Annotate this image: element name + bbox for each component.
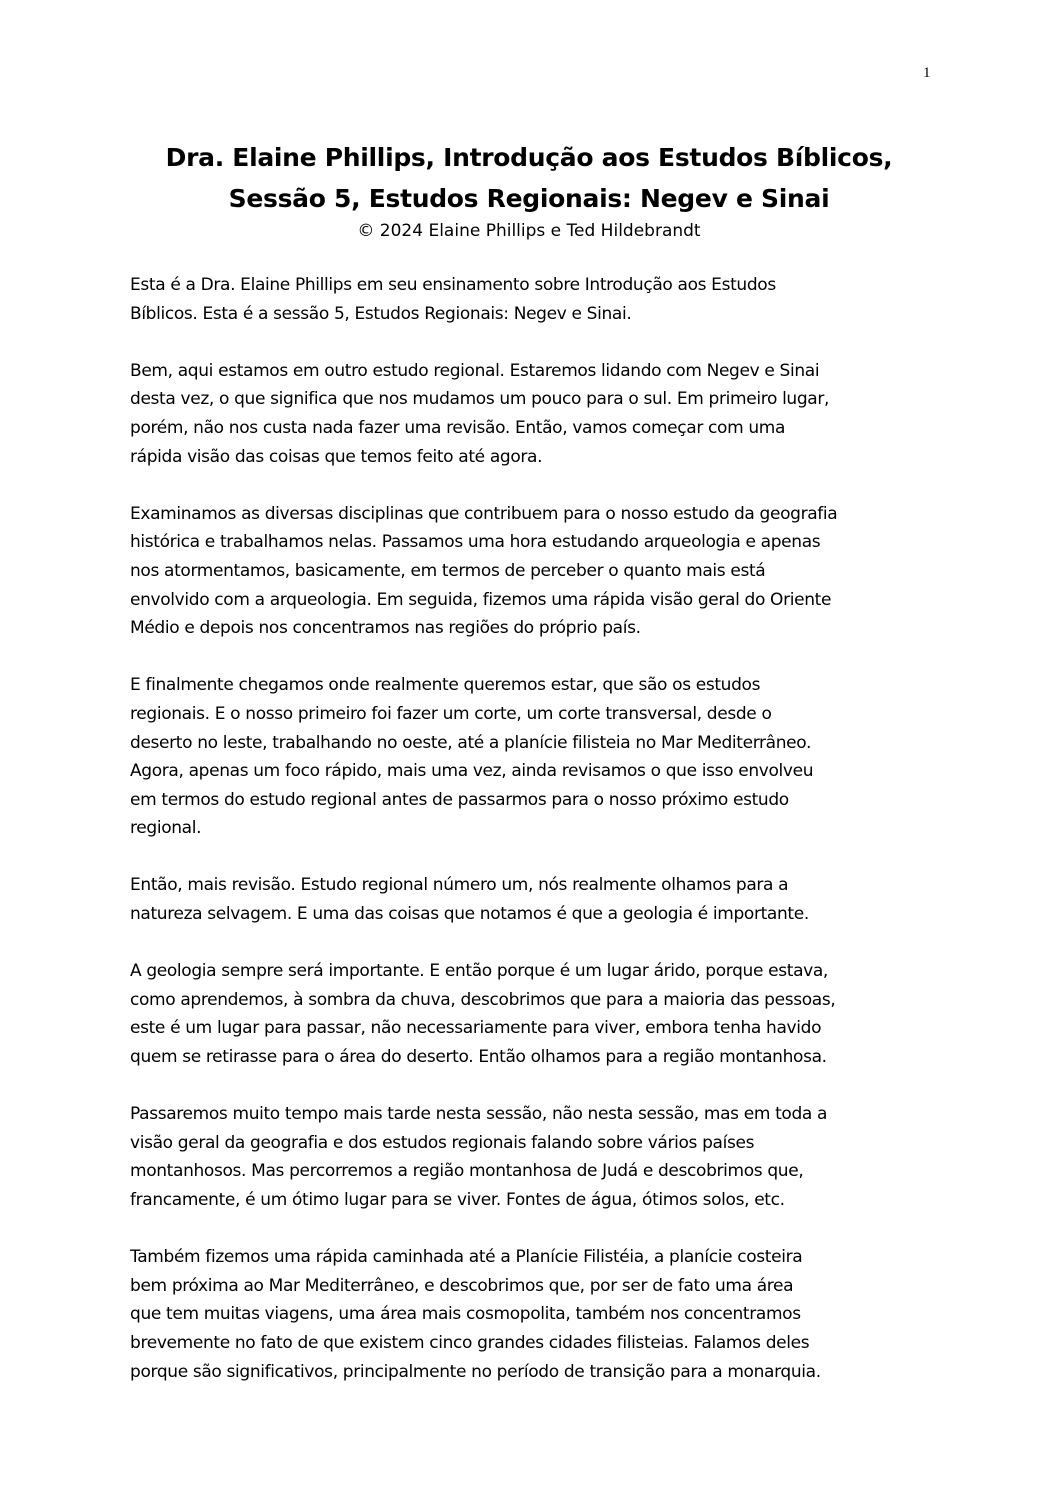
- text-line: este é um lugar para passar, não necessariamente para viver, embora tenha havido: [130, 1018, 822, 1039]
- text-line: regionais. E o nosso primeiro foi fazer um corte, um corte transversal, desde o: [130, 703, 772, 724]
- paragraph: [130, 671, 930, 843]
- text-line: Médio e depois nos concentramos nas regiões do próprio país.: [130, 618, 641, 639]
- text-line: histórica e trabalhamos nelas. Passamos uma hora estudando arqueologia e apenas: [130, 532, 821, 553]
- text-line: bem próxima ao Mar Mediterrâneo, e descobrimos que, por ser de fato uma área: [130, 1275, 794, 1296]
- paragraph: [130, 1100, 930, 1214]
- page-number: 1: [923, 65, 931, 81]
- paragraph: [130, 957, 930, 1071]
- text-line: nos atormentamos, basicamente, em termos de perceber o quanto mais está: [130, 560, 766, 581]
- text-line: Esta é a Dra. Elaine Phillips em seu ensinamento sobre Introdução aos Estudos: [130, 275, 776, 295]
- text-line: rápida visão das coisas que temos feito até agora.: [130, 446, 543, 467]
- text-line: francamente, é um ótimo lugar para se viver. Fontes de água, ótimos solos, etc.: [130, 1190, 785, 1210]
- paragraph: [130, 357, 930, 471]
- paragraph: [130, 271, 930, 328]
- paragraph: [130, 871, 930, 928]
- paragraph: [130, 500, 930, 643]
- document-title-line-1: Dra. Elaine Phillips, Introdução aos Estudos Bíblicos,: [165, 143, 893, 172]
- text-line: Examinamos as diversas disciplinas que contribuem para o nosso estudo da geografia: [130, 503, 838, 524]
- text-line: em termos do estudo regional antes de passarmos para o nosso próximo estudo: [130, 789, 789, 810]
- document-title-line-2: Sessão 5, Estudos Regionais: Negev e Sinai: [228, 184, 830, 213]
- text-line: Bíblicos. Esta é a sessão 5, Estudos Regionais: Negev e Sinai.: [130, 303, 632, 324]
- text-line: desta vez, o que significa que nos mudamos um pouco para o sul. Em primeiro lugar,: [130, 389, 830, 410]
- text-line: que tem muitas viagens, uma área mais cosmopolita, também nos concentramos: [130, 1304, 801, 1325]
- text-line: Agora, apenas um foco rápido, mais uma vez, ainda revisamos o que isso envolveu: [130, 761, 814, 782]
- paragraph: [130, 1243, 930, 1386]
- text-line: Bem, aqui estamos em outro estudo regional. Estaremos lidando com Negev e Sinai: [130, 360, 820, 381]
- text-line: A geologia sempre será importante. E então porque é um lugar árido, porque estava,: [130, 961, 828, 982]
- document-header: [100, 137, 958, 243]
- text-line: porque são significativos, principalmente no período de transição para a monarquia.: [130, 1361, 821, 1382]
- text-line: como aprendemos, à sombra da chuva, descobrimos que para a maioria das pessoas,: [130, 989, 836, 1010]
- text-line: brevemente no fato de que existem cinco grandes cidades filisteias. Falamos deles: [130, 1332, 810, 1353]
- text-line: Então, mais revisão. Estudo regional número um, nós realmente olhamos para a: [130, 875, 789, 896]
- text-line: regional.: [130, 818, 202, 839]
- copyright-notice: © 2024 Elaine Phillips e Ted Hildebrandt: [357, 221, 701, 241]
- text-line: montanhosos. Mas percorremos a região montanhosa de Judá e descobrimos que,: [130, 1161, 804, 1182]
- text-line: quem se retirasse para o área do deserto. Então olhamos para a região montanhosa.: [130, 1047, 827, 1068]
- text-line: visão geral da geografia e dos estudos regionais falando sobre vários países: [130, 1132, 755, 1153]
- text-line: E finalmente chegamos onde realmente queremos estar, que são os estudos: [130, 675, 761, 696]
- text-line: deserto no leste, trabalhando no oeste, até a planície filisteia no Mar Mediterrâneo.: [130, 732, 812, 753]
- text-line: envolvido com a arqueologia. Em seguida, fizemos uma rápida visão geral do Oriente: [130, 589, 832, 610]
- text-line: natureza selvagem. E uma das coisas que notamos é que a geologia é importante.: [130, 904, 809, 925]
- text-line: Passaremos muito tempo mais tarde nesta sessão, não nesta sessão, mas em toda a: [130, 1104, 828, 1125]
- document-body: [130, 271, 930, 1415]
- text-line: porém, não nos custa nada fazer uma revisão. Então, vamos começar com uma: [130, 417, 786, 438]
- text-line: Também fizemos uma rápida caminhada até a Planície Filistéia, a planície costeira: [130, 1247, 803, 1268]
